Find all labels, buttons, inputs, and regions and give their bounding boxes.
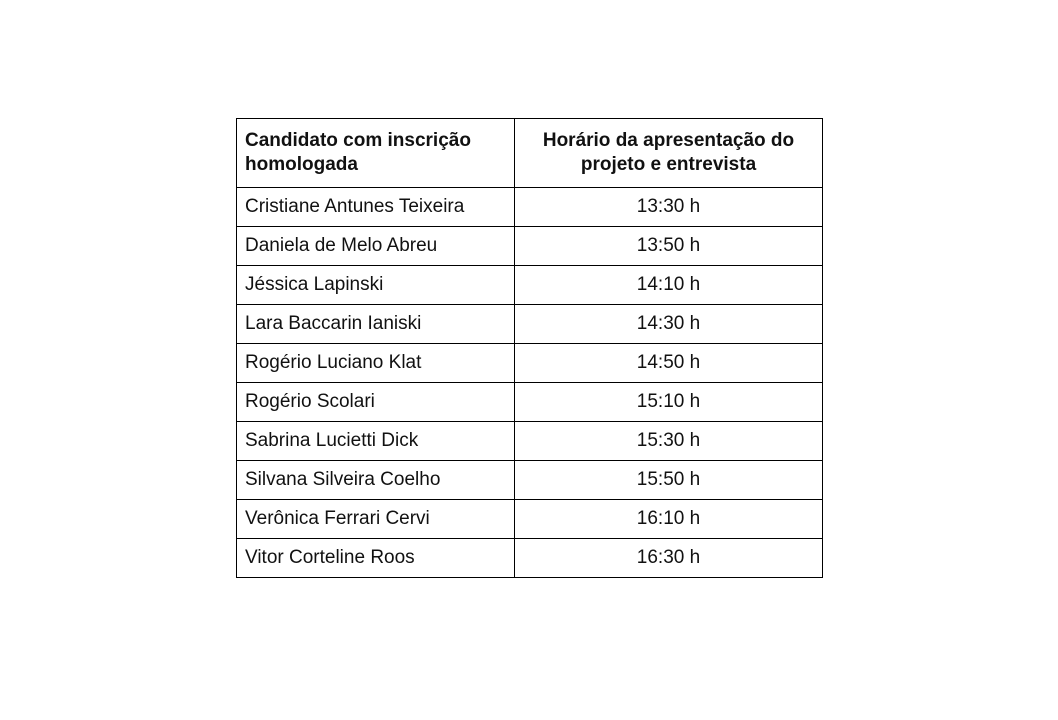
candidate-name: Rogério Luciano Klat bbox=[237, 344, 515, 383]
candidate-name: Jéssica Lapinski bbox=[237, 266, 515, 305]
table-row bbox=[237, 461, 823, 500]
table-row bbox=[237, 344, 823, 383]
table-row bbox=[237, 305, 823, 344]
header-candidate: Candidato com inscrição homologada bbox=[237, 119, 515, 188]
table-row bbox=[237, 422, 823, 461]
table-row bbox=[237, 539, 823, 578]
candidate-name: Cristiane Antunes Teixeira bbox=[237, 188, 515, 227]
presentation-time: 14:50 h bbox=[515, 344, 823, 383]
table-row bbox=[237, 266, 823, 305]
candidate-name: Daniela de Melo Abreu bbox=[237, 227, 515, 266]
presentation-time: 13:30 h bbox=[515, 188, 823, 227]
candidate-name: Vitor Corteline Roos bbox=[237, 539, 515, 578]
header-row bbox=[237, 119, 823, 188]
presentation-time: 16:30 h bbox=[515, 539, 823, 578]
presentation-time: 15:50 h bbox=[515, 461, 823, 500]
table-row bbox=[237, 227, 823, 266]
presentation-time: 15:10 h bbox=[515, 383, 823, 422]
table-row bbox=[237, 383, 823, 422]
table-body bbox=[237, 188, 823, 578]
presentation-time: 16:10 h bbox=[515, 500, 823, 539]
candidate-name: Verônica Ferrari Cervi bbox=[237, 500, 515, 539]
table-row bbox=[237, 188, 823, 227]
candidate-name: Sabrina Lucietti Dick bbox=[237, 422, 515, 461]
candidate-name: Lara Baccarin Ianiski bbox=[237, 305, 515, 344]
presentation-time: 14:10 h bbox=[515, 266, 823, 305]
presentation-time: 15:30 h bbox=[515, 422, 823, 461]
candidate-name: Silvana Silveira Coelho bbox=[237, 461, 515, 500]
header-time: Horário da apresentação do projeto e entrevista bbox=[515, 119, 823, 188]
table-row bbox=[237, 500, 823, 539]
presentation-time: 14:30 h bbox=[515, 305, 823, 344]
schedule-table bbox=[236, 118, 823, 578]
candidate-name: Rogério Scolari bbox=[237, 383, 515, 422]
presentation-time: 13:50 h bbox=[515, 227, 823, 266]
table-header bbox=[237, 119, 823, 188]
